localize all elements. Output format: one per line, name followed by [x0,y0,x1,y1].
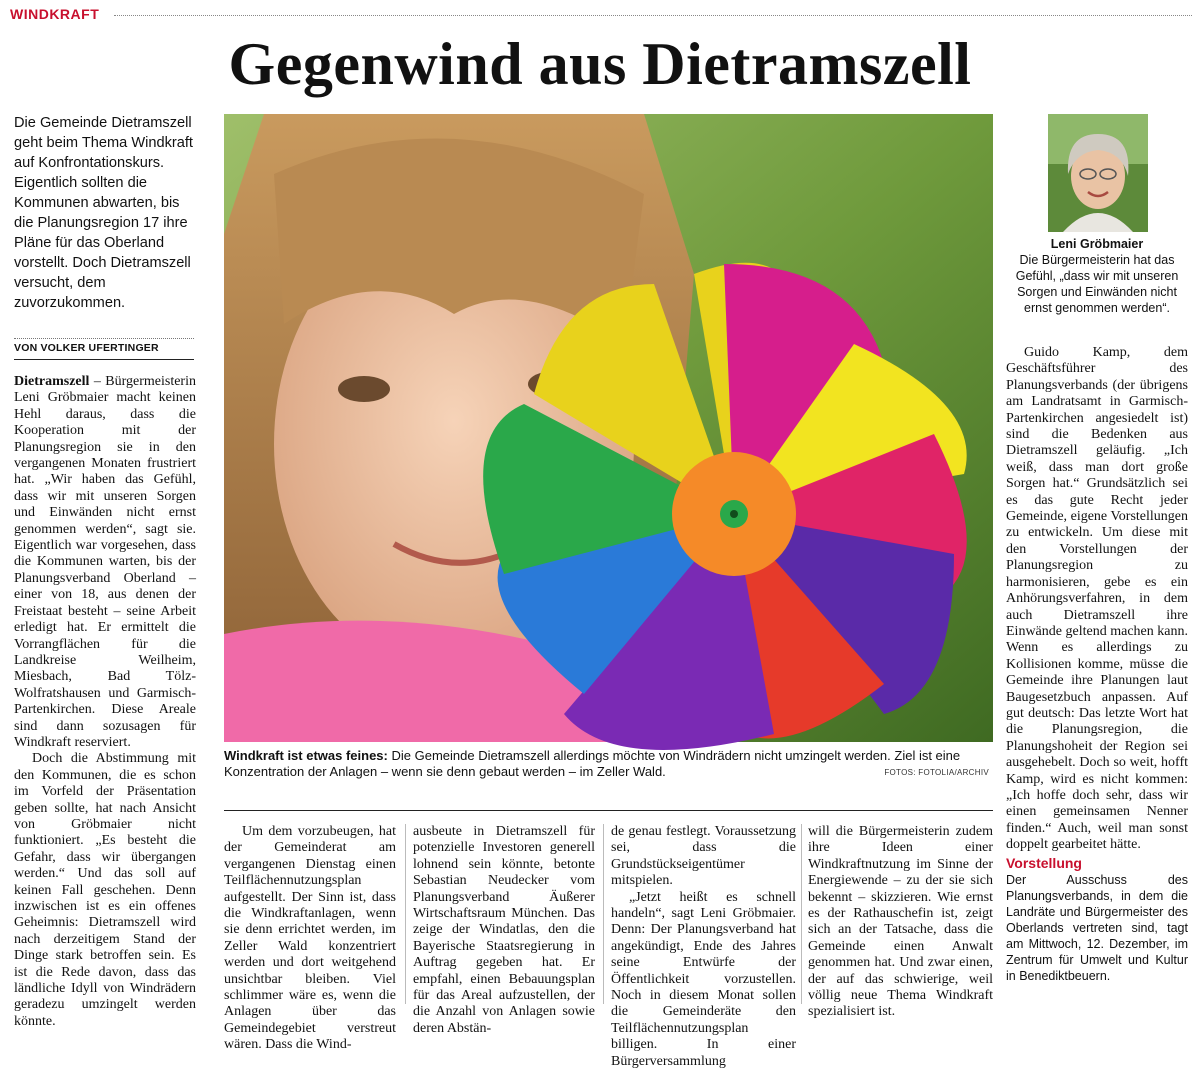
column-divider [603,824,604,1004]
caption-title: Windkraft ist etwas feines: [224,748,388,763]
column-divider [405,824,406,1004]
section-rule [114,15,1192,16]
section-header [10,6,1192,22]
portrait-name: Leni Gröbmaier [1050,237,1144,251]
info-box-text: Der Ausschuss des Planungsverbands, in dem die Landräte und Bürgermeister des Oberlands vertreten sind, tagt am Mittwoch, 12. Dezember, im Zentrum für Umwelt und Kultur in Benediktbeuern. [1006,873,1188,983]
article-column-6 [1006,345,1188,853]
article-paragraph [14,374,196,751]
article-paragraph: Doch die Abstimmung mit den Kommunen, die es schon im Vorfeld der Präsentation geben sollte, hat nach Ansicht von Gröbmaier nicht funktioniert. „Es besteht die Gefahr, dass wir übergangen werden.“ Und das soll auf keinen Fall geschehen. Denn inzwischen ist es ein offenes Geheimnis: Dietramszell wird nach derzeitigem Stand der Dinge stark betroffen sein. Es ist die Rede davon, dass das ländliche Idyll von Windrädern geradezu umzingelt werden könnte. [14,751,196,1029]
article-paragraph: will die Bürgermeisterin zudem ihre Ideen einer Windkraftnutzung im Sinne der Energiewende – zu der sie sich bekennt – skizzieren. Wie ernst es der Rathauschefin ist, zeigt sich an der Tatsache, dass die Gemeinde einen Anwalt genommen hat. Und zwar einen, der auf das schwierige, weil völlig neue Thema Windkraft spezialisiert ist. [808,824,993,1020]
paragraph-text: – Bürgermeisterin Leni Gröbmaier macht keinen Hehl daraus, dass die Kooperation mit der Planungsregion sie in den vergangenen Monaten frustriert hat. „Wir haben das Gefühl, dass wir mit unseren Sorgen und Einwänden nicht ernst genommen werden“, sagt sie. Eigentlich war vorgesehen, dass die Kommunen warten, bis der Planungsverband Oberland – einer von 18, aus denen der Freistaat besteht – seine Arbeit erledigt hat. Er ermittelt die Vorrangflächen für die Landkreise Weilheim, Miesbach, Bad Tölz-Wolfratshausen und Garmisch-Partenkirchen. Diese Areale sind dann sozusagen für Windkraft reserviert. [14,374,196,750]
headline: Gegenwind aus Dietramszell [228,31,972,97]
article-column-3 [413,824,595,1036]
eye-left [338,376,390,402]
dateline: Dietramszell [14,374,90,389]
info-box-title: Vorstellung [1006,855,1082,871]
caption-rule [224,810,993,811]
photo-credit: FOTOS: FOTOLIA/ARCHIV [884,768,989,777]
article-paragraph: Guido Kamp, dem Geschäftsführer des Planungsverbands (der übrigens am Landratsamt in Garmisch-Partenkirchen angesiedelt ist) sind die Bedenken aus Dietramszell geläufig. „Ich weiß, dass man dort große Sorgen hat.“ Grundsätzlich sei es das gute Recht jeder Gemeinde, eigene Vorstellungen zu entwickeln. Um diese mit den Vorstellungen der Planungsregion zu harmonisieren, gebe es ein Anhörungsverfahren, in dem auch Dietramszell ihre Einwände geltend machen kann. Wenn es allerdings zu Kollisionen komme, müsse die Gemeinde ihre Planungen laut Baugesetzbuch anpassen. Auf gut deutsch: Das letzte Wort hat die Planungsregion, die Planungshoheit der Region sei ausgehebelt. Doch so weit, hofft Kamp, wird es nicht kommen: „Ich hoffe doch sehr, dass wir einen gemeinsamen Nenner finden.“ Auch, weil man sonst doppelt gearbeitet hätte. [1006,345,1188,853]
caption-text: Die Gemeinde Dietramszell allerdings möchte von Windrädern nicht umzingelt werden. Ziel ist eine Konzentration der Anlagen – wenn sie denn gebaut werden – im Zeller Wald. [224,748,961,779]
byline-rule [14,359,194,360]
lead-text: Die Gemeinde Dietramszell geht beim Thema Windkraft auf Konfrontationskurs. Eigentlich sollten die Kommunen abwarten, bis die Planungsregion 17 ihre Pläne für das Oberland vorstellt. Doch Dietramszell versucht, dem zuvorzukommen. [14,115,193,311]
article-column-4 [611,824,796,1069]
portrait-photo [1048,114,1148,232]
section-label: WINDKRAFT [10,6,100,22]
pinwheel-photo-illustration [224,114,993,742]
article-column-1 [14,374,196,1029]
article-column-2 [224,824,396,1053]
article-paragraph: „Jetzt heißt es schnell handeln“, sagt Leni Gröbmaier. Denn: Der Planungsverband hat angekündigt, Ende des Jahres seine Entwürfe der Öffentlichkeit vorzustellen. Noch in diesem Monat sollen die Gemeinderäte den Teilflächennutzungsplan billigen. In einer Bürgerversammlung [611,889,796,1069]
article-column-5 [808,824,993,1020]
byline-rule [14,338,194,339]
article-paragraph: de genau festlegt. Voraussetzung sei, dass die Grundstückseigentümer mitspielen. [611,824,796,889]
article-paragraph: ausbeute in Dietramszell für potenzielle Investoren generell lohnend sein könnte, betonte Sebastian Neudecker vom Planungsverband Äußerer Wirtschaftsraum München. Das zeige der Windatlas, den die Bayerische Staatsregierung in Auftrag gegeben hat. Er empfahl, einen Bebauungsplan für das Areal aufzustellen, der die Anzahl von Anlagen sowie deren Abstän- [413,824,595,1036]
column-divider [801,824,802,1004]
portrait-caption: Die Bürgermeisterin hat das Gefühl, „dass wir mit unseren Sorgen und Einwänden nicht ernst genommen werden“. [1015,253,1179,315]
article-paragraph: Um dem vorzubeugen, hat der Gemeinderat am vergangenen Dienstag einen Teilflächennutzungsplan aufgestellt. Der Sinn ist, dass die Windkraftanlagen, wenn sie denn errichtet werden, im Zeller Wald konzentriert werden und dort weitgehend unsichtbar bleiben. Viel schlimmer wäre es, wenn die Anlagen über das Gemeindegebiet verstreut wären. Dass die Wind- [224,824,396,1053]
photo-caption [224,748,993,780]
main-photo [224,114,993,742]
byline: VON VOLKER UFERTINGER [14,342,159,354]
portrait-illustration [1048,114,1148,232]
